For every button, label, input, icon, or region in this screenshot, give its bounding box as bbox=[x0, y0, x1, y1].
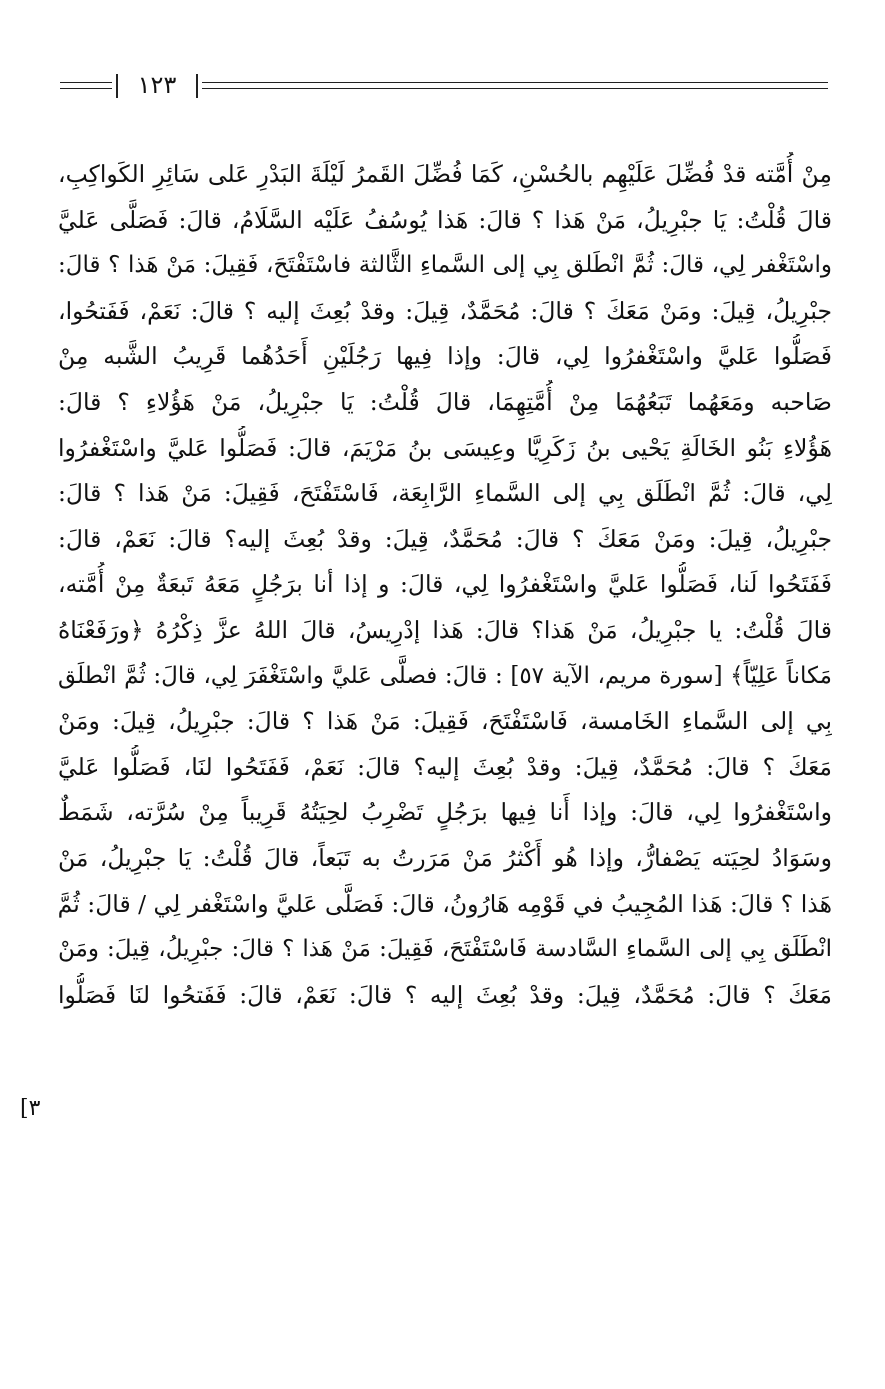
text-line: انْطَلَق بِي إلى السَّماءِ السَّادسة فَاسْتَفْتَحَ، فَقِيلَ: مَنْ هَذا ؟ قالَ: جبْرِيلُ، قِيلَ: ومَنْ bbox=[58, 936, 832, 963]
text-line: وسَوَادُ لحِيَته يَصْفارُّ، وإذا هُو أَكْثرُ مَنْ مَرَرتُ به تَبَعاً، قالَ قُلْتُ: يَا جبْرِيلُ، مَنْ bbox=[58, 843, 832, 872]
margin-folio-marker: [٣ bbox=[20, 1096, 41, 1121]
text-line: مِنْ أُمَّته قدْ فُضِّلَ عَلَيْهِم بالحُسْنِ، كَمَا فُضِّلَ القَمرُ لَيْلَةَ البَدْرِ عَلى سَائِرِ الكَواكِبِ، bbox=[58, 160, 832, 188]
text-line: فَصَلُّوا عَليَّ واسْتَغْفرُوا لِي، قالَ: وإذا فِيها رَجُلَيْنِ أَحَدُهُما قَرِيبُ الشَّبه مِنْ bbox=[58, 342, 832, 371]
text-line: جبْرِيلُ، قِيلَ: ومَنْ مَعَكَ ؟ قالَ: مُحَمَّدٌ، قِيلَ: وقدْ بُعِثَ إليه ؟ قالَ: نَعَمْ، فَفَتحُوا، bbox=[58, 296, 832, 325]
text-line: قالَ قُلْتُ: يا جبْرِيلُ، مَنْ هَذا؟ قالَ: هَذا إدْرِيسُ، قالَ اللهُ عزَّ ذِكْرُهُ ﴿ورَفَعْنَاهُ bbox=[58, 615, 832, 644]
text-line: هَؤُلاءِ بَنُو الخَالَةِ يَحْيى بنُ زَكَرِيَّا وعِيسَى بنُ مَرْيَمَ، قالَ: فَصَلُّوا عَليَّ واسْتَغْفرُوا bbox=[58, 433, 832, 462]
text-line: واسْتَغْفر لِي، قالَ: ثُمَّ انْطَلق بِي إلى السَّماءِ الثَّالثة فاسْتَفْتَحَ، فَقِيلَ: مَنْ هَذا ؟ قالَ: bbox=[58, 252, 832, 279]
text-line: بِي إلى السَّماءِ الخَامسة، فَاسْتَفْتَحَ، فَقِيلَ: مَنْ هَذا ؟ قالَ: جبْرِيلُ، قِيلَ: ومَنْ bbox=[58, 707, 832, 736]
text-line: جبْرِيلُ، قِيلَ: ومَنْ مَعَكَ ؟ قالَ: مُحَمَّدٌ، قِيلَ: وقدْ بُعِثَ إليه؟ قالَ: نَعَمْ، قالَ: bbox=[58, 524, 832, 553]
text-line: مَكاناً عَلِيّاً﴾ [سورة مريم، الآية ٥٧] : قالَ: فصلَّى عَليَّ واسْتَغْفَرَ لِي، قالَ: ثُمَّ انْطلَق bbox=[58, 662, 832, 689]
text-line: فَفَتَحُوا لَنا، فَصَلُّوا عَليَّ واسْتَغْفرُوا لِي، قالَ: و إذا أنا برَجُلٍ مَعَهُ تَبعَةٌ مِنْ أُمَّته، bbox=[58, 570, 832, 599]
text-line: صَاحبه ومَعَهُما تَبَعُهُمَا مِنْ أُمَّتِهِمَا، قالَ قُلْتُ: يَا جبْرِيلُ، مَنْ هَؤُلاءِ ؟ قالَ: bbox=[58, 387, 832, 416]
text-line: مَعَكَ ؟ قالَ: مُحَمَّدٌ، قِيلَ: وقدْ بُعِثَ إليه؟ قالَ: نَعَمْ، فَفَتَحُوا لنَا، فَصَلُّوا عَليَّ bbox=[58, 752, 832, 781]
page-header bbox=[60, 66, 828, 106]
page-number: ١٢٣ bbox=[137, 71, 177, 99]
text-line: مَعَكَ ؟ قالَ: مُحَمَّدٌ، قِيلَ: وقدْ بُعِثَ إليه ؟ قالَ: نَعَمْ، قالَ: فَفَتحُوا لنَا فَصَلُّوا bbox=[58, 980, 832, 1009]
body-text bbox=[58, 152, 832, 1018]
text-line: لِي، قالَ: ثُمَّ انْطَلَق بِي إلى السَّماءِ الرَّابِعَة، فَاسْتَفْتَحَ، فَقِيلَ: مَنْ هَذا ؟ قالَ: bbox=[58, 479, 832, 508]
text-line: واسْتَغْفرُوا لِي، قالَ: وإذا أَنا فِيها برَجُلٍ تَضْرِبُ لحِيَتُهُ قَرِيباً مِنْ سُرَّته، شَمَطٌ bbox=[58, 798, 832, 827]
header-rule-right bbox=[202, 82, 828, 89]
text-line: قالَ قُلْتُ: يَا جبْرِيلُ، مَنْ هَذا ؟ قالَ: هَذا يُوسُفُ عَلَيْه السَّلَامُ، قالَ: فَصَلَّى عَليَّ bbox=[58, 205, 832, 234]
header-rule-left bbox=[60, 82, 112, 89]
text-line: هَذا ؟ قالَ: هَذا المُجِيبُ في قَوْمِه هَارُونُ، قالَ: فَصَلَّى عَليَّ واسْتَغْفر لِي / قالَ: ثُمَّ bbox=[58, 889, 832, 918]
header-rule-tick bbox=[196, 74, 198, 98]
